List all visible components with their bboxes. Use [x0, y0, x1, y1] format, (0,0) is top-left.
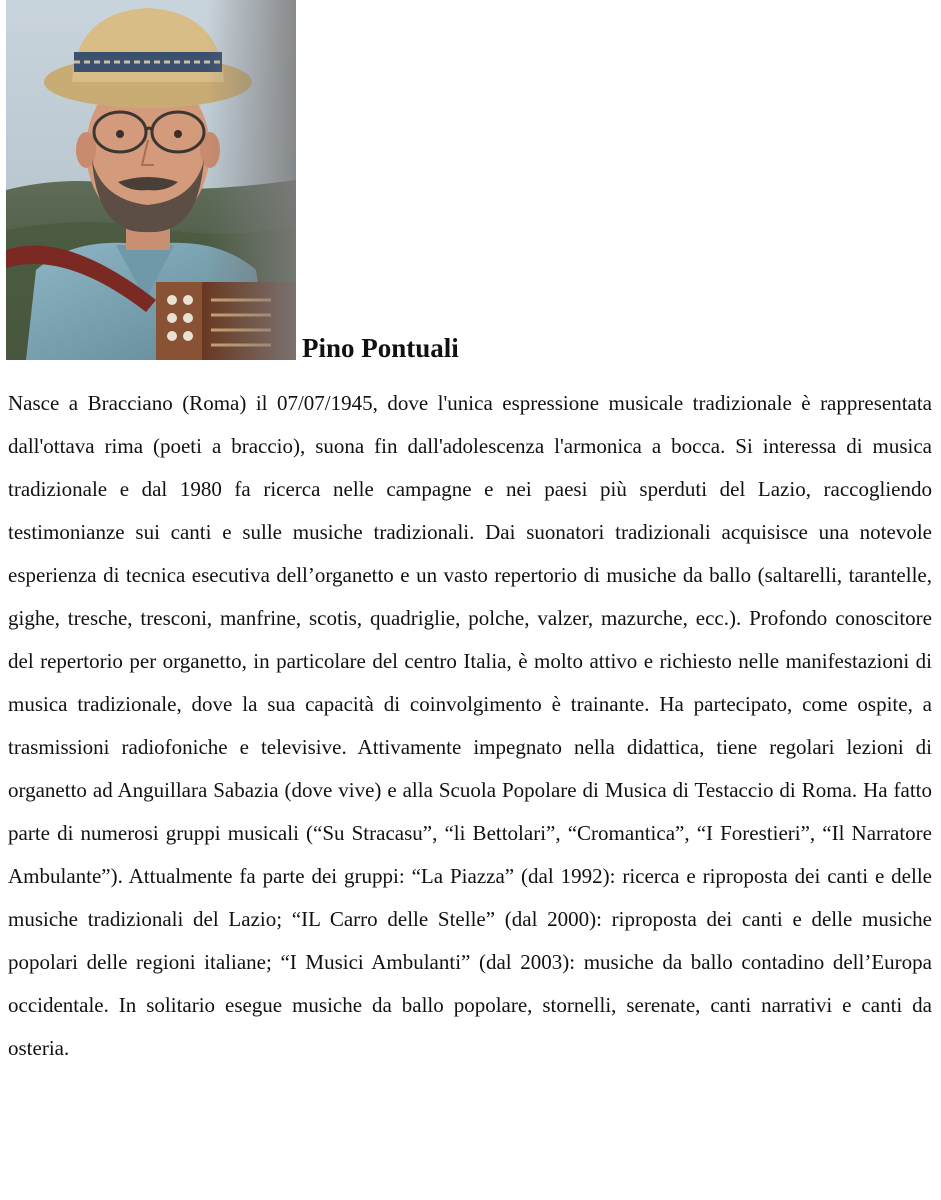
portrait-illustration [6, 0, 296, 360]
person-name: Pino Pontuali [302, 333, 459, 363]
portrait-photo [6, 0, 296, 360]
biography-text: Nasce a Bracciano (Roma) il 07/07/1945, dove l'unica espressione musicale tradizionale è rappresentata dall'ottava rima (poeti a braccio), suona fin dall'adolescenza l'armonica a bocca. Si interessa di musica tradizionale e dal 1980 fa ricerca nelle campagne e nei paesi più sperduti del Lazio, raccogliendo testimonianze sui canti e sulle musiche tradizionali. Dai suonatori tradizionali acquisisce una notevole esperienza di tecnica esecutiva dell’organetto e un vasto repertorio di musiche da ballo (saltarelli, tarantelle, gighe, tresche, tresconi, manfrine, scotis, quadriglie, polche, valzer, mazurche, ecc.). Profondo conoscitore del repertorio per organetto, in particolare del centro Italia, è molto attivo e richiesto nelle manifestazioni di musica tradizionale, dove la sua capacità di coinvolgimento è trainante. Ha partecipato, come ospite, a trasmissioni radiofoniche e televisive. Attivamente impegnato nella didattica, tiene regolari lezioni di organetto ad Anguillara Sabazia (dove vive) e alla Scuola Popolare di Musica di Testaccio di Roma. Ha fatto parte di numerosi gruppi musicali (“Su Stracasu”, “li Bettolari”, “Cromantica”, “I Forestieri”, “Il Narratore Ambulante”). Attualmente fa parte dei gruppi: “La Piazza” (dal 1992): ricerca e riproposta dei canti e delle musiche tradizionali del Lazio; “IL Carro delle Stelle” (dal 2000): riproposta dei canti e delle musiche popolari delle regioni italiane; “I Musici Ambulanti” (dal 2003): musiche da ballo contadino dell’Europa occidentale. In solitario esegue musiche da ballo popolare, stornelli, serenate, canti narrativi e canti da osteria. [8, 391, 932, 1060]
profile-header [6, 0, 926, 362]
